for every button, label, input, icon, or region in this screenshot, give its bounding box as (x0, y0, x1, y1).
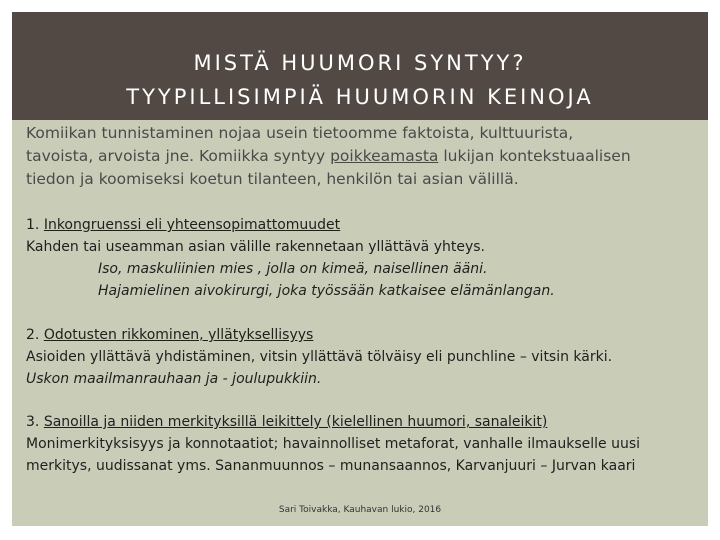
intro-line-2 (26, 146, 631, 167)
section-1-example-1: Iso, maskuliinien mies , jolla on kimeä, naisellinen ääni. (98, 261, 488, 277)
section-1-title: Inkongruenssi eli yhteensopimattomuudet (43, 217, 341, 233)
title-line-1: MISTÄ HUUMORI SYNTYY? (193, 51, 527, 75)
intro-link-poikkeamasta: poikkeamasta (330, 147, 439, 165)
section-2-text: Asioiden yllättävä yhdistäminen, vitsin yllättävä tölväisy eli punchline – vitsin kärki. (26, 349, 613, 365)
section-1-heading (26, 215, 340, 235)
title-bar (12, 12, 708, 120)
section-3-text-2: merkitys, uudissanat yms. Sananmuunnos – munansaannos, Karvanjuuri – Jurvan kaari (26, 458, 636, 474)
section-2-title: Odotusten rikkominen, yllätyksellisyys (43, 327, 314, 343)
section-2-heading (26, 325, 313, 345)
intro-line-2-post: lukijan kontekstuaalisen (438, 147, 631, 165)
footer-credit: Sari Toivakka, Kauhavan lukio, 2016 (278, 505, 442, 515)
section-2-number: 2. (26, 327, 40, 343)
section-1-text: Kahden tai useamman asian välille rakennetaan yllättävä yhteys. (26, 239, 485, 255)
intro-line-1: Komiikan tunnistaminen nojaa usein tietoomme faktoista, kulttuurista, (26, 124, 574, 142)
section-3-number: 3. (26, 414, 40, 430)
section-3-title: Sanoilla ja niiden merkityksillä leikittely (kielellinen huumori, sanaleikit) (43, 414, 548, 430)
section-3-heading (26, 412, 547, 432)
title-line-2: TYYPILLISIMPIÄ HUUMORIN KEINOJA (126, 85, 594, 109)
section-1-example-2: Hajamielinen aivokirurgi, joka työssään katkaisee elämänlangan. (98, 283, 555, 299)
section-2-example-1: Uskon maailmanrauhaan ja - joulupukkiin. (26, 371, 322, 387)
section-3-text-1: Monimerkityksisyys ja konnotaatiot; havainnolliset metaforat, vanhalle ilmaukselle uusi (26, 436, 640, 452)
intro-line-3: tiedon ja koomiseksi koetun tilanteen, henkilön tai asian välillä. (26, 170, 519, 188)
section-1-number: 1. (26, 217, 40, 233)
intro-line-2-pre: tavoista, arvoista jne. Komiikka syntyy (26, 147, 331, 165)
